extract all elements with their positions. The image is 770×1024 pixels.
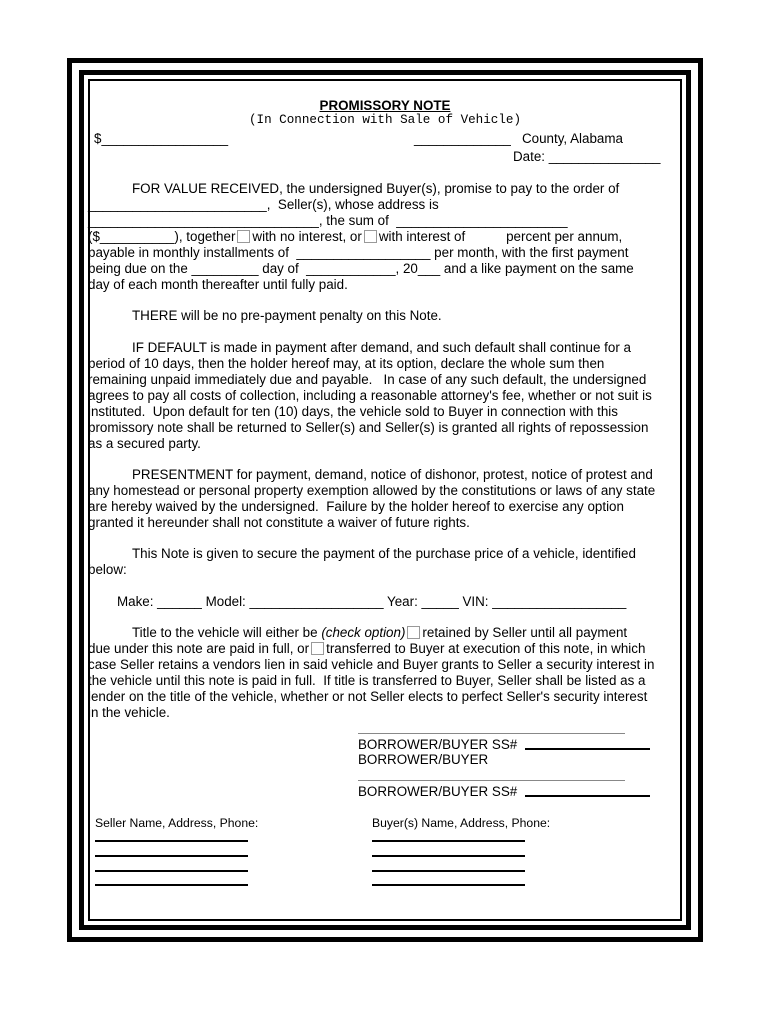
p3-line-4: agrees to pay all costs of collection, including a reasonable attorney's fee, whether or not suit is (88, 388, 652, 403)
p3-line-2: period of 10 days, then the holder hereof may, at its option, declare the whole sum then (88, 356, 605, 371)
retained-by-seller-checkbox[interactable] (407, 626, 420, 639)
amount-field[interactable]: $_________________ (94, 131, 229, 146)
p3-line-7: as a secured party. (88, 436, 201, 451)
p6-line-4: the vehicle until this note is paid in full. If title is transferred to Buyer, Seller shall be listed as a (88, 673, 646, 688)
p1-line-2[interactable]: ________________________, Seller(s), whose address is (88, 197, 439, 212)
p4-line-1: PRESENTMENT for payment, demand, notice of dishonor, protest, notice of protest and (132, 467, 653, 482)
buyer-info-line[interactable] (372, 884, 525, 886)
signature-1-label: BORROWER/BUYER SS# (358, 737, 518, 752)
p1-line-7: day of each month thereafter until fully paid. (88, 277, 348, 292)
p5-line-1: This Note is given to secure the payment of the purchase price of a vehicle, identified (132, 546, 636, 561)
p6-line-2b: transferred to Buyer at execution of this note, in which (326, 641, 646, 656)
p6-line-3: case Seller retains a vendors lien in said vehicle and Buyer grants to Seller a security interest in (88, 657, 655, 672)
p4-line-2: any homestead or personal property exemption allowed by the constitutions or laws of any state (88, 483, 656, 498)
p1-line-6[interactable]: being due on the _________ day of ____________, 20___ and a like payment on the same (88, 261, 634, 276)
p3-line-6: promissory note shall be returned to Seller(s) and Seller(s) is granted all rights of repossession (88, 420, 649, 435)
principal-amount[interactable]: ($__________), together (88, 229, 236, 244)
no-interest-checkbox[interactable] (237, 230, 250, 243)
county-field[interactable]: _____________ County, Alabama (414, 131, 623, 146)
buyer-info-line[interactable] (372, 870, 525, 872)
signature-2-label: BORROWER/BUYER SS# (358, 784, 518, 799)
p4-line-4: granted it hereunder shall not constitute a waiver of future rights. (88, 515, 470, 530)
p1-line-3[interactable]: _______________________________, the sum of _______________________ (88, 213, 568, 228)
buyer-info-line[interactable] (372, 855, 525, 857)
p2-text: THERE will be no pre-payment penalty on this Note. (132, 308, 442, 323)
p6-line-1a: Title to the vehicle will either be (132, 625, 318, 640)
document-subtitle: (In Connection with Sale of Vehicle) (248, 113, 522, 127)
p6-line-2 (88, 641, 645, 657)
no-interest-label: with no interest, or (252, 229, 362, 244)
p6-line-5: lender on the title of the vehicle, whether or not Seller elects to perfect Seller's security interest (88, 689, 648, 704)
vehicle-info-line[interactable]: Make: ______ Model: __________________ Year: _____ VIN: __________________ (117, 594, 627, 609)
buyer-info-label: Buyer(s) Name, Address, Phone: (372, 816, 551, 830)
seller-info-line[interactable] (95, 870, 248, 872)
p1-line-5[interactable]: payable in monthly installments of __________________ per month, with the first payment (88, 245, 629, 260)
with-interest-label: with interest of percent per annum, (378, 229, 623, 244)
signature-line-2[interactable] (358, 780, 625, 781)
ss-number-1-field[interactable] (525, 748, 650, 750)
p3-line-1: IF DEFAULT is made in payment after demand, and such default shall continue for a (132, 340, 631, 355)
p3-line-5: instituted. Upon default for ten (10) days, the vehicle sold to Buyer in connection with this (88, 404, 618, 419)
p6-line-6: in the vehicle. (88, 705, 170, 720)
with-interest-checkbox[interactable] (364, 230, 377, 243)
p3-line-3: remaining unpaid immediately due and payable. In case of any such default, the undersigned (88, 372, 647, 387)
p6-line-1 (132, 625, 627, 641)
seller-info-line[interactable] (95, 855, 248, 857)
seller-info-line[interactable] (95, 840, 248, 842)
transferred-to-buyer-checkbox[interactable] (311, 642, 324, 655)
signature-1-sublabel: BORROWER/BUYER (358, 752, 489, 767)
p1-line-1: FOR VALUE RECEIVED, the undersigned Buyer(s), promise to pay to the order of (132, 181, 620, 196)
buyer-info-line[interactable] (372, 840, 525, 842)
document-title: PROMISSORY NOTE (319, 98, 451, 113)
p1-line-4 (88, 229, 622, 245)
p6-line-2a: due under this note are paid in full, or (88, 641, 310, 656)
seller-info-label: Seller Name, Address, Phone: (95, 816, 259, 830)
seller-info-line[interactable] (95, 884, 248, 886)
signature-line-1[interactable] (358, 733, 625, 734)
check-option-label: (check option) (321, 625, 406, 640)
date-field[interactable]: Date: _______________ (513, 149, 661, 164)
ss-number-2-field[interactable] (525, 795, 650, 797)
p5-line-2: below: (88, 562, 127, 577)
p4-line-3: are hereby waived by the undersigned. Failure by the holder hereof to exercise any option (88, 499, 624, 514)
p6-line-1c: retained by Seller until all payment (422, 625, 628, 640)
